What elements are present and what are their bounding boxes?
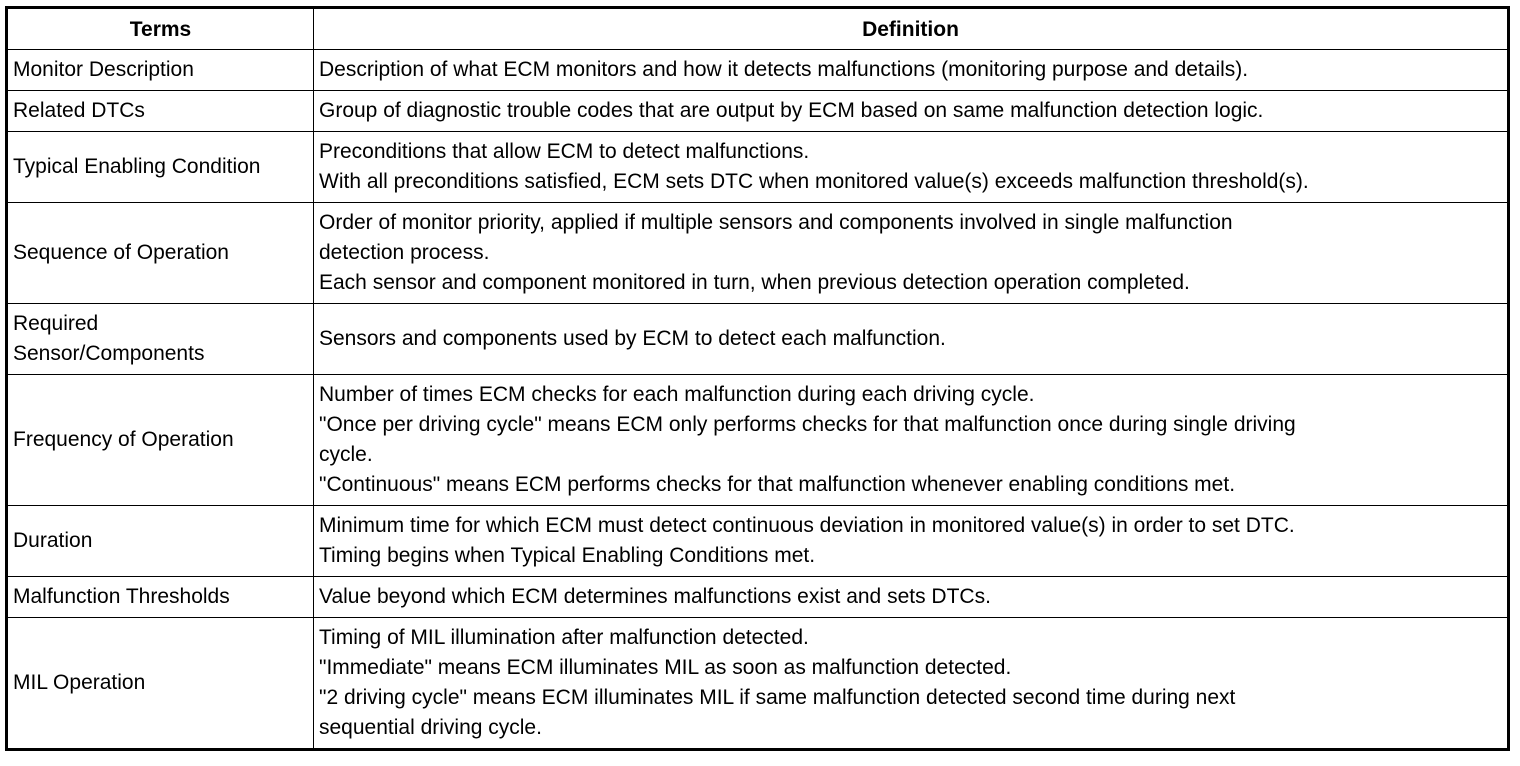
definition-text-line: Value beyond which ECM determines malfunctions exist and sets DTCs. xyxy=(319,585,991,608)
table-header-row xyxy=(7,8,1509,50)
table-row xyxy=(7,577,1509,618)
definition-text-line: Group of diagnostic trouble codes that are output by ECM based on same malfunction detection logic. xyxy=(319,99,1264,122)
definition-cell xyxy=(314,304,1509,375)
definition-text-line: With all preconditions satisfied, ECM sets DTC when monitored value(s) exceeds malfunction threshold(s). xyxy=(319,170,1309,193)
definition-cell xyxy=(314,50,1509,91)
term-cell xyxy=(7,50,314,91)
term-cell xyxy=(7,375,314,506)
definition-text-line: "Immediate" means ECM illuminates MIL as soon as malfunction detected. xyxy=(319,656,1012,679)
table-row xyxy=(7,91,1509,132)
table-row xyxy=(7,203,1509,304)
definition-cell xyxy=(314,132,1509,203)
term-text-line: Frequency of Operation xyxy=(13,428,234,451)
term-text-line: Malfunction Thresholds xyxy=(13,585,230,608)
definition-cell xyxy=(314,375,1509,506)
table-body xyxy=(7,50,1509,750)
terms-definition-document xyxy=(5,6,1507,751)
definition-cell xyxy=(314,203,1509,304)
definition-column-header: Definition xyxy=(314,8,1509,50)
definition-cell xyxy=(314,618,1509,750)
term-cell xyxy=(7,577,314,618)
definition-text-line: "Once per driving cycle" means ECM only performs checks for that malfunction once during single driving xyxy=(319,413,1296,436)
term-text-line: Related DTCs xyxy=(13,99,145,122)
term-cell xyxy=(7,506,314,577)
term-cell xyxy=(7,132,314,203)
term-text-line: Required xyxy=(13,312,99,335)
definition-text-line: Order of monitor priority, applied if multiple sensors and components involved in single malfunction xyxy=(319,211,1233,234)
definition-text-line: Preconditions that allow ECM to detect malfunctions. xyxy=(319,140,810,163)
term-text-line: Monitor Description xyxy=(13,58,194,81)
term-text-line: Sensor/Components xyxy=(13,342,205,365)
table-row xyxy=(7,375,1509,506)
definition-text-line: Number of times ECM checks for each malfunction during each driving cycle. xyxy=(319,383,1035,406)
table-row xyxy=(7,618,1509,750)
term-text-line: Duration xyxy=(13,529,93,552)
table-row xyxy=(7,506,1509,577)
definition-text-line: detection process. xyxy=(319,241,490,264)
term-cell xyxy=(7,304,314,375)
term-cell xyxy=(7,203,314,304)
definition-text-line: cycle. xyxy=(319,443,373,466)
definition-text-line: "Continuous" means ECM performs checks for that malfunction whenever enabling conditions met. xyxy=(319,473,1236,496)
table-row xyxy=(7,132,1509,203)
definition-cell xyxy=(314,91,1509,132)
term-cell xyxy=(7,91,314,132)
definition-text-line: Each sensor and component monitored in turn, when previous detection operation completed. xyxy=(319,271,1190,294)
table-row xyxy=(7,304,1509,375)
terms-column-header: Terms xyxy=(7,8,314,50)
definition-text-line: Sensors and components used by ECM to detect each malfunction. xyxy=(319,327,946,350)
term-cell xyxy=(7,618,314,750)
definition-text-line: Timing begins when Typical Enabling Conditions met. xyxy=(319,544,816,567)
term-text-line: Typical Enabling Condition xyxy=(13,155,261,178)
definition-text-line: sequential driving cycle. xyxy=(319,716,542,739)
definition-text-line: Description of what ECM monitors and how it detects malfunctions (monitoring purpose and details). xyxy=(319,58,1249,81)
definition-text-line: Minimum time for which ECM must detect continuous deviation in monitored value(s) in order to set DTC. xyxy=(319,514,1295,537)
term-text-line: Sequence of Operation xyxy=(13,241,229,264)
table-row xyxy=(7,50,1509,91)
definition-cell xyxy=(314,506,1509,577)
term-text-line: MIL Operation xyxy=(13,671,146,694)
definition-text-line: Timing of MIL illumination after malfunction detected. xyxy=(319,626,809,649)
terms-definition-table xyxy=(5,6,1510,751)
definition-text-line: "2 driving cycle" means ECM illuminates MIL if same malfunction detected second time during next xyxy=(319,686,1236,709)
definition-cell xyxy=(314,577,1509,618)
